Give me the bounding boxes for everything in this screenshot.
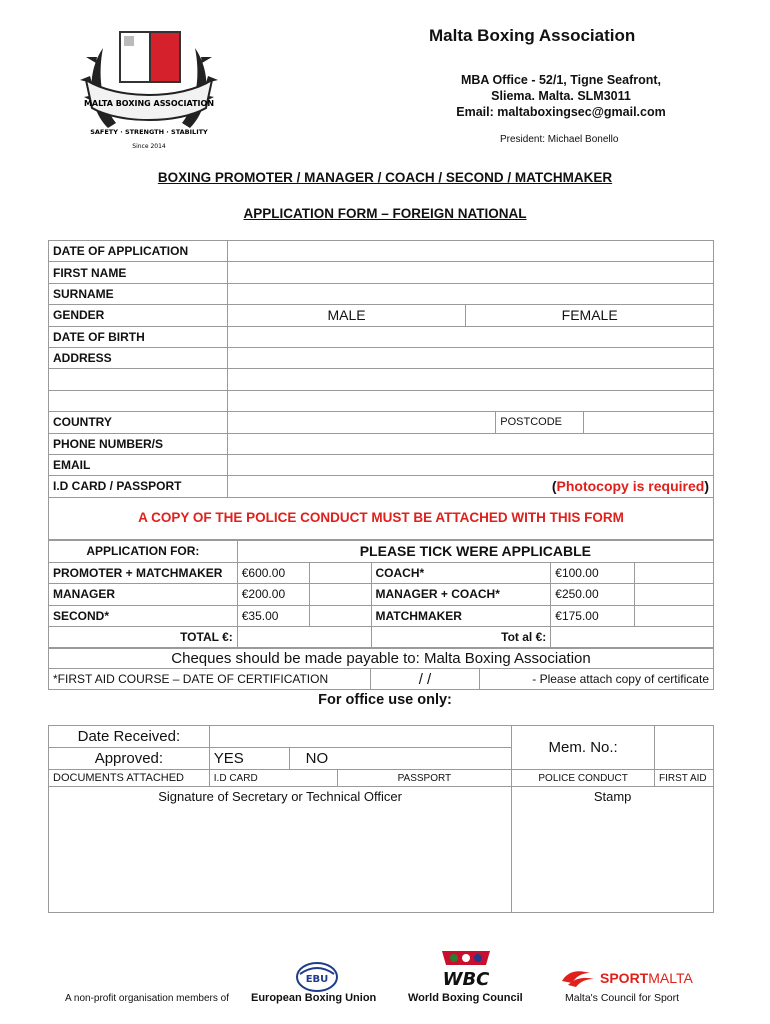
address-label-blank-1 — [49, 369, 228, 390]
email-field[interactable] — [227, 454, 713, 475]
fee-label-promoter-matchmaker: PROMOTER + MATCHMAKER — [49, 562, 238, 584]
country-field[interactable] — [227, 412, 495, 433]
first-aid-label: *FIRST AID COURSE – DATE OF CERTIFICATION — [49, 669, 371, 690]
documents-attached-label: DOCUMENTS ATTACHED — [49, 770, 210, 787]
fees-table — [48, 540, 714, 649]
date-received-field[interactable] — [209, 726, 511, 748]
approved-no[interactable]: NO — [289, 748, 512, 770]
label-id-card: I.D CARD / PASSPORT — [49, 476, 228, 497]
tick-coach[interactable] — [635, 562, 714, 584]
address-label-blank-2 — [49, 390, 228, 411]
photocopy-note: Photocopy is required — [556, 478, 705, 495]
ebu-logo — [292, 960, 342, 994]
fee-label-manager-coach: MANAGER + COACH* — [371, 584, 551, 606]
address-line-1: MBA Office - 52/1, Tigne Seafront, — [460, 73, 662, 87]
stamp-box[interactable] — [512, 787, 714, 913]
fee-price-second: €35.00 — [237, 605, 309, 627]
label-surname: SURNAME — [49, 283, 228, 304]
doc-police-conduct[interactable]: POLICE CONDUCT — [512, 770, 655, 787]
form-title: BOXING PROMOTER / MANAGER / COACH / SECOND / MATCHMAKER — [157, 170, 613, 185]
office-use-table — [48, 725, 714, 913]
label-date-of-birth: DATE OF BIRTH — [49, 326, 228, 347]
signature-box[interactable] — [49, 787, 512, 913]
office-use-title: For office use only: — [318, 692, 452, 708]
wbc-logo — [436, 945, 496, 993]
label-address: ADDRESS — [49, 347, 228, 368]
stamp-label: Stamp — [593, 789, 632, 804]
logo-since: Since 2014 — [132, 143, 166, 150]
address-line-2: Sliema. Malta. SLM3011 — [491, 89, 631, 103]
label-gender: GENDER — [49, 305, 228, 326]
org-name: Malta Boxing Association — [429, 26, 636, 45]
mba-logo — [78, 18, 220, 153]
total-right-field[interactable] — [551, 627, 714, 649]
email-line: Email: maltaboxingsec@gmail.com — [456, 105, 666, 119]
fee-label-coach: COACH* — [371, 562, 551, 584]
wbc-label: World Boxing Council — [408, 992, 523, 1004]
fee-price-coach: €100.00 — [551, 562, 635, 584]
fee-price-promoter-matchmaker: €600.00 — [237, 562, 309, 584]
label-email: EMAIL — [49, 454, 228, 475]
sportmalta-mark-malta: MALTA — [648, 970, 693, 986]
logo-banner-text: MALTA BOXING ASSOCIATION — [83, 99, 215, 108]
first-aid-date-field[interactable]: / / — [370, 669, 480, 690]
police-conduct-notice: A COPY OF THE POLICE CONDUCT MUST BE ATTACHED WITH THIS FORM — [138, 510, 624, 525]
fee-price-matchmaker: €175.00 — [551, 605, 635, 627]
address-field-3[interactable] — [227, 390, 713, 411]
approved-label: Approved: — [49, 748, 210, 770]
svg-text:SPORTMALTA — [600, 970, 693, 986]
mem-no-label: Mem. No.: — [512, 726, 655, 770]
fee-label-manager: MANAGER — [49, 584, 238, 606]
ebu-label: European Boxing Union — [251, 992, 377, 1004]
sportmalta-mark-sport: SPORT — [600, 970, 649, 986]
gender-female-option[interactable]: FEMALE — [466, 305, 714, 326]
nonprofit-text: A non-profit organisation members of — [65, 993, 229, 1004]
org-address — [436, 72, 686, 120]
label-phone: PHONE NUMBER/S — [49, 433, 228, 454]
cheques-note: Cheques should be made payable to: Malta Boxing Association — [49, 648, 714, 669]
tick-promoter-matchmaker[interactable] — [309, 562, 371, 584]
applicant-details-table — [48, 240, 714, 498]
president: President: Michael Bonello — [500, 134, 619, 145]
first-name-field[interactable] — [227, 262, 713, 283]
total-left-field[interactable] — [237, 627, 371, 649]
logo-motto: SAFETY · STRENGTH · STABILITY — [90, 128, 208, 136]
date-of-application-field[interactable] — [227, 241, 713, 262]
photocopy-paren-close: ) — [704, 478, 709, 495]
wbc-mark: WBC — [442, 969, 490, 990]
label-first-name: FIRST NAME — [49, 262, 228, 283]
payment-firstaid-table — [48, 647, 714, 690]
surname-field[interactable] — [227, 283, 713, 304]
fee-price-manager-coach: €250.00 — [551, 584, 635, 606]
police-conduct-box — [48, 496, 714, 540]
doc-first-aid[interactable]: FIRST AID — [655, 770, 714, 787]
phone-field[interactable] — [227, 433, 713, 454]
gender-male-option[interactable]: MALE — [227, 305, 466, 326]
tick-manager[interactable] — [309, 584, 371, 606]
date-received-label: Date Received: — [49, 726, 210, 748]
tick-manager-coach[interactable] — [635, 584, 714, 606]
signature-label: Signature of Secretary or Technical Officer — [158, 789, 402, 804]
application-for-label: APPLICATION FOR: — [49, 541, 238, 563]
first-aid-attach-note: - Please attach copy of certificate — [480, 669, 714, 690]
ebu-mark: EBU — [305, 974, 329, 985]
fee-price-manager: €200.00 — [237, 584, 309, 606]
date-of-birth-field[interactable] — [227, 326, 713, 347]
id-card-field[interactable] — [227, 476, 713, 497]
total-left-label: TOTAL €: — [49, 627, 238, 649]
doc-passport[interactable]: PASSPORT — [337, 770, 512, 787]
tick-header: PLEASE TICK WERE APPLICABLE — [237, 541, 713, 563]
approved-yes[interactable]: YES — [209, 748, 289, 770]
tick-matchmaker[interactable] — [635, 605, 714, 627]
fee-label-second: SECOND* — [49, 605, 238, 627]
label-postcode: POSTCODE — [496, 412, 584, 433]
form-subtitle: APPLICATION FORM – FOREIGN NATIONAL — [243, 206, 527, 221]
fee-label-matchmaker: MATCHMAKER — [371, 605, 551, 627]
tick-second[interactable] — [309, 605, 371, 627]
mem-no-field[interactable] — [655, 726, 714, 770]
address-field-1[interactable] — [227, 347, 713, 368]
label-date-of-application: DATE OF APPLICATION — [49, 241, 228, 262]
total-right-label: Tot al €: — [371, 627, 551, 649]
address-field-2[interactable] — [227, 369, 713, 390]
sportmalta-logo — [560, 965, 700, 989]
sportmalta-label: Malta's Council for Sport — [565, 992, 680, 1004]
doc-id-card[interactable]: I.D CARD — [209, 770, 337, 787]
label-country: COUNTRY — [49, 412, 228, 433]
photocopy-paren-open: ( — [551, 478, 557, 495]
postcode-field[interactable] — [584, 412, 714, 433]
